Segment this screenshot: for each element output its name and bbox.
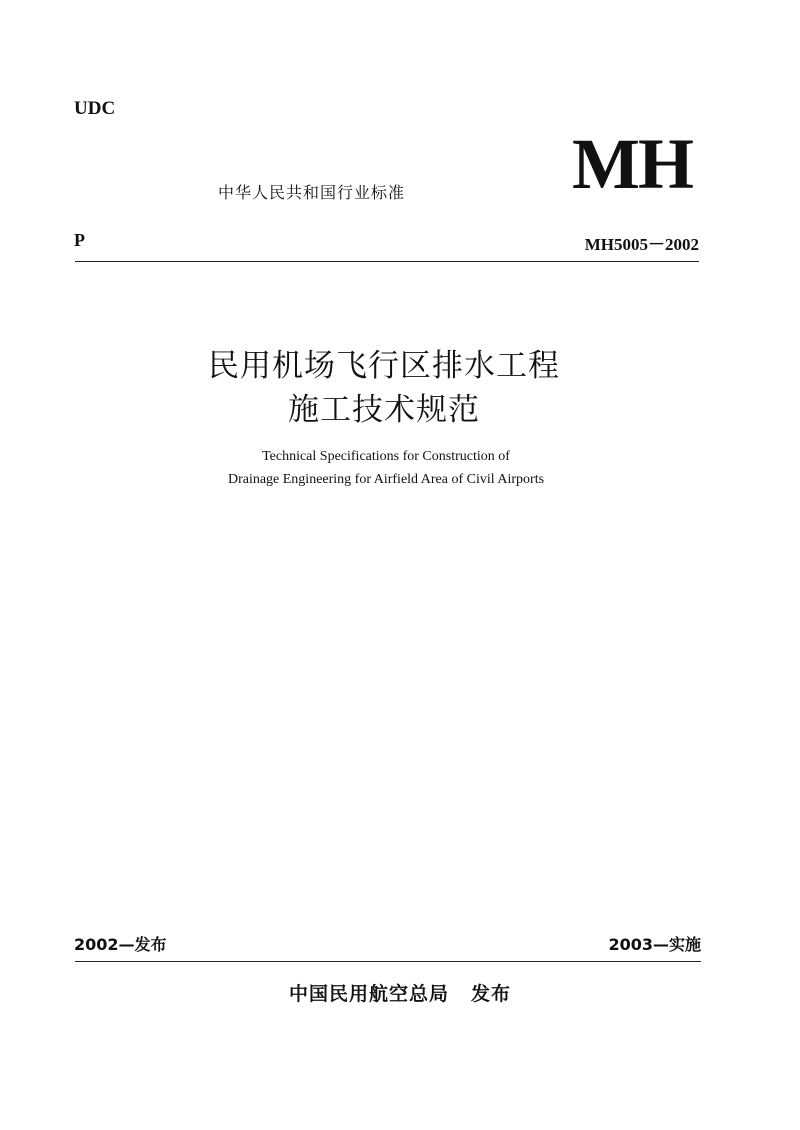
publisher-line: [0, 979, 800, 1006]
publisher-name: 中国民用航空总局: [288, 983, 449, 1005]
title-zh-line2: 施工技术规范: [288, 392, 480, 428]
standard-type: 中华人民共和国行业标准: [218, 183, 406, 202]
title-en-line2: Drainage Engineering for Airfield Area of Civil Airports: [227, 472, 545, 487]
title-en-line1: Technical Specifications for Construction of: [262, 449, 510, 464]
implementation-date: 2003—实施: [608, 935, 701, 954]
footer-divider: [75, 961, 701, 962]
classification-code: P: [74, 230, 85, 250]
issue-date: 2002—发布: [74, 935, 167, 954]
title-zh-line1: 民用机场飞行区排水工程: [208, 348, 560, 384]
mh-logo: MH: [572, 124, 692, 204]
udc-label: UDC: [74, 98, 116, 119]
publisher-action: 发布: [471, 983, 512, 1005]
header-divider: [75, 261, 699, 262]
standard-number: MH5005－2002: [584, 235, 699, 254]
